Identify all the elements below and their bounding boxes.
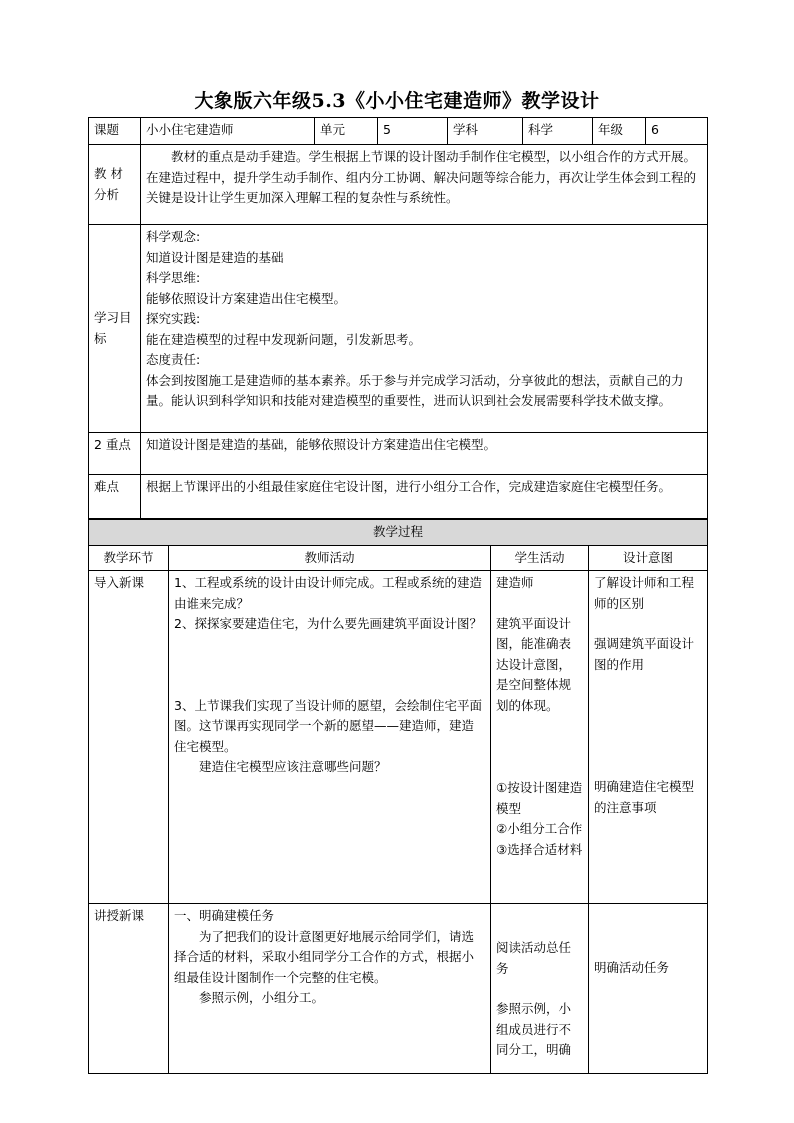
student-line: 建造师	[496, 575, 534, 590]
page-title: 大象版六年级5.3《小小住宅建造师》教学设计	[194, 90, 600, 112]
analysis-row	[89, 145, 708, 225]
student-line: ①按设计图建造模型	[496, 780, 583, 816]
teacher-line: 1、工程或系统的设计由设计师完成。工程或系统的建造由谁来完成？	[174, 575, 482, 611]
student-line: 建筑平面设计图，能准确表达设计意图，是空间整体规划的体现。	[496, 615, 572, 713]
difficulty-row	[89, 475, 708, 519]
goal-line: 科学思维:	[146, 270, 201, 285]
teacher-line: 建造住宅模型应该注意哪些问题？	[199, 759, 387, 774]
goals-label: 学习目标	[89, 225, 141, 433]
stage-cell: 讲授新课	[89, 904, 169, 1074]
grade-label: 年级	[593, 118, 646, 145]
intent-cell	[589, 571, 708, 904]
teacher-line: 参照示例，小组分工。	[199, 990, 325, 1005]
key-points-row	[89, 433, 708, 475]
process-table	[88, 519, 708, 1074]
unit-value: 5	[378, 118, 448, 145]
intent-line: 强调建筑平面设计图的作用	[594, 636, 695, 672]
teacher-line: 2、探探家要建造住宅，为什么要先画建筑平面设计图？	[174, 616, 482, 631]
student-cell	[491, 904, 589, 1074]
column-header: 学生活动	[491, 545, 589, 571]
stage-cell: 导入新课	[89, 571, 169, 904]
column-header: 教学环节	[89, 545, 169, 571]
student-cell	[491, 571, 589, 904]
analysis-label: 教 材分析	[89, 145, 141, 225]
process-header: 教学过程	[89, 520, 708, 546]
goal-line: 体会到按图施工是建造师的基本素养。乐于参与并完成学习活动，分享彼此的想法，贡献自己的力量。能认识到科学知识和技能对建造模型的重要性，进而认识到社会发展需要科学技术做支撑。	[146, 372, 684, 408]
goal-line: 探究实践:	[146, 311, 201, 326]
analysis-text: 教材的重点是动手建造。学生根据上节课的设计图动手制作住宅模型，以小组合作的方式开展。在建造过程中，提升学生动手制作、组内分工协调、解决问题等综合能力，再次让学生体会到工程的关键是设计让学生更加深入理解工程的复杂性与系统性。	[141, 145, 708, 225]
goal-line: 能在建造模型的过程中发现新问题，引发新思考。	[146, 331, 422, 347]
student-line: ②小组分工合作	[496, 821, 583, 836]
goal-line: 科学观念:	[146, 229, 201, 244]
goal-line: 知道设计图是建造的基础	[146, 249, 284, 265]
intent-line: 明确建造住宅模型的注意事项	[594, 779, 695, 815]
lesson-value: 小小住宅建造师	[141, 118, 315, 145]
student-line: 参照示例，小组成员进行不同分工，明确	[496, 1001, 572, 1057]
subject-label: 学科	[448, 118, 523, 145]
difficulty-text: 根据上节课评出的小组最佳家庭住宅设计图，进行小组分工合作，完成建造家庭住宅模型任务。	[141, 475, 708, 519]
column-header: 设计意图	[589, 545, 708, 571]
intent-line: 了解设计师和工程师的区别	[594, 575, 695, 611]
intent-line: 明确活动任务	[594, 960, 670, 975]
info-row	[89, 118, 708, 145]
table-row	[89, 904, 708, 1074]
process-columns-row	[89, 545, 708, 571]
table-row	[89, 571, 708, 904]
goal-line: 态度责任:	[146, 352, 201, 367]
key-points-label: 2 重点	[89, 433, 141, 475]
difficulty-label: 难点	[89, 475, 141, 519]
teacher-line: 为了把我们的设计意图更好地展示给同学们，请选择合适的材料，采取小组同学分工合作的方式，根据小组最佳设计图制作一个完整的住宅模。	[174, 928, 475, 985]
student-line: ③选择合适材料	[496, 841, 583, 857]
teacher-cell	[169, 904, 491, 1074]
info-table	[88, 117, 708, 519]
column-header: 教师活动	[169, 545, 491, 571]
subject-value: 科学	[523, 118, 593, 145]
teacher-line: 3、上节课我们实现了当设计师的愿望，会绘制住宅平面图。这节课再实现同学一个新的愿望——建造师，建造住宅模型。	[174, 697, 482, 754]
goals-row	[89, 225, 708, 433]
goals-content	[141, 225, 708, 433]
goal-line: 能够依照设计方案建造出住宅模型。	[146, 290, 347, 306]
key-points-text: 知道设计图是建造的基础，能够依照设计方案建造出住宅模型。	[141, 433, 708, 475]
intent-cell	[589, 904, 708, 1074]
teacher-line: 一、明确建模任务	[174, 908, 275, 923]
grade-value: 6	[646, 118, 708, 145]
teacher-cell	[169, 571, 491, 904]
student-line: 阅读活动总任务	[496, 940, 572, 976]
process-header-row	[89, 520, 708, 546]
unit-label: 单元	[315, 118, 378, 145]
lesson-label: 课题	[89, 118, 141, 145]
